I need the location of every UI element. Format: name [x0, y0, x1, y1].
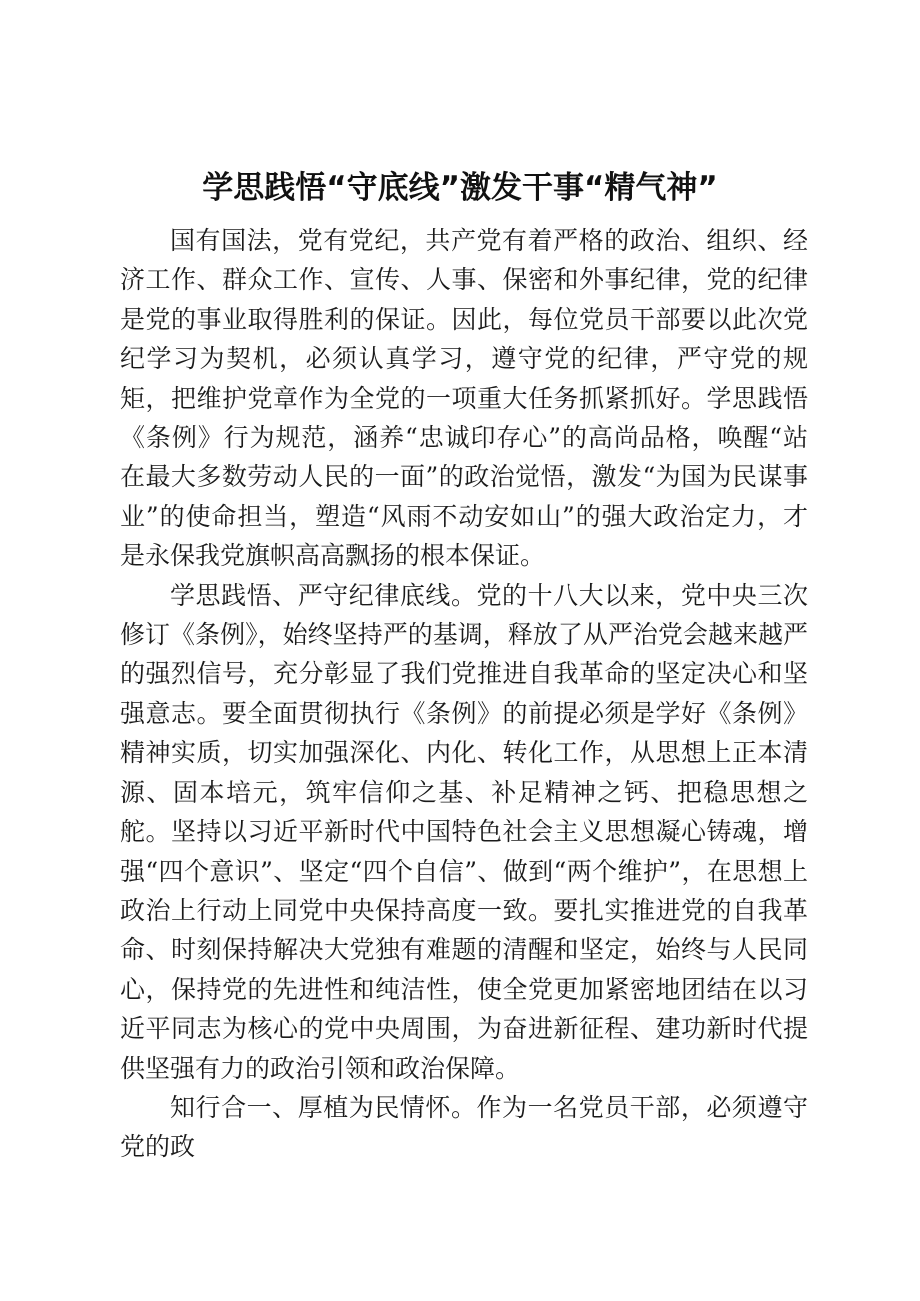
- paragraph-discipline-intro: 国有国法，党有党纪，共产党有着严格的政治、组织、经济工作、群众工作、宣传、人事、保密和外事纪律，党的纪律是党的事业取得胜利的保证。因此，每位党员干部要以此次党纪学习为契机，必须认真学习，遵守党的纪律，严守党的规矩，把维护党章作为全党的一项重大任务抓紧抓好。学思践悟《条例》行为规范，涵养“忠诚印存心”的高尚品格，唤醒“站在最大多数劳动人民的一面”的政治觉悟，激发“为国为民谋事业”的使命担当，塑造“风雨不动安如山”的强大政治定力，才是永保我党旗帜高高飘扬的根本保证。: [120, 226, 808, 571]
- paragraph-serve-people: 知行合一、厚植为民情怀。作为一名党员干部，必须遵守党的政: [120, 1092, 808, 1162]
- document-title: 学思践悟“守底线”激发干事“精气神”: [202, 170, 718, 206]
- document-body: [120, 221, 808, 1167]
- paragraph-study-regulations: 学思践悟、严守纪律底线。党的十八大以来，党中央三次修订《条例》，始终坚持严的基调，释放了从严治党会越来越严的强烈信号，充分彰显了我们党推进自我革命的坚定决心和坚强意志。要全面贯彻执行《条例》的前提必须是学好《条例》精神实质，切实加强深化、内化、转化工作，从思想上正本清源、固本培元，筑牢信仰之基、补足精神之钙、把稳思想之舵。坚持以习近平新时代中国特色社会主义思想凝心铸魂，增强“四个意识”、坚定“四个自信”、做到“两个维护”，在思想上政治上行动上同党中央保持高度一致。要扎实推进党的自我革命、时刻保持解决大党独有难题的清醒和坚定，始终与人民同心，保持党的先进性和纯洁性，使全党更加紧密地团结在以习近平同志为核心的党中央周围，为奋进新征程、建功新时代提供坚强有力的政治引领和政治保障。: [120, 580, 808, 1083]
